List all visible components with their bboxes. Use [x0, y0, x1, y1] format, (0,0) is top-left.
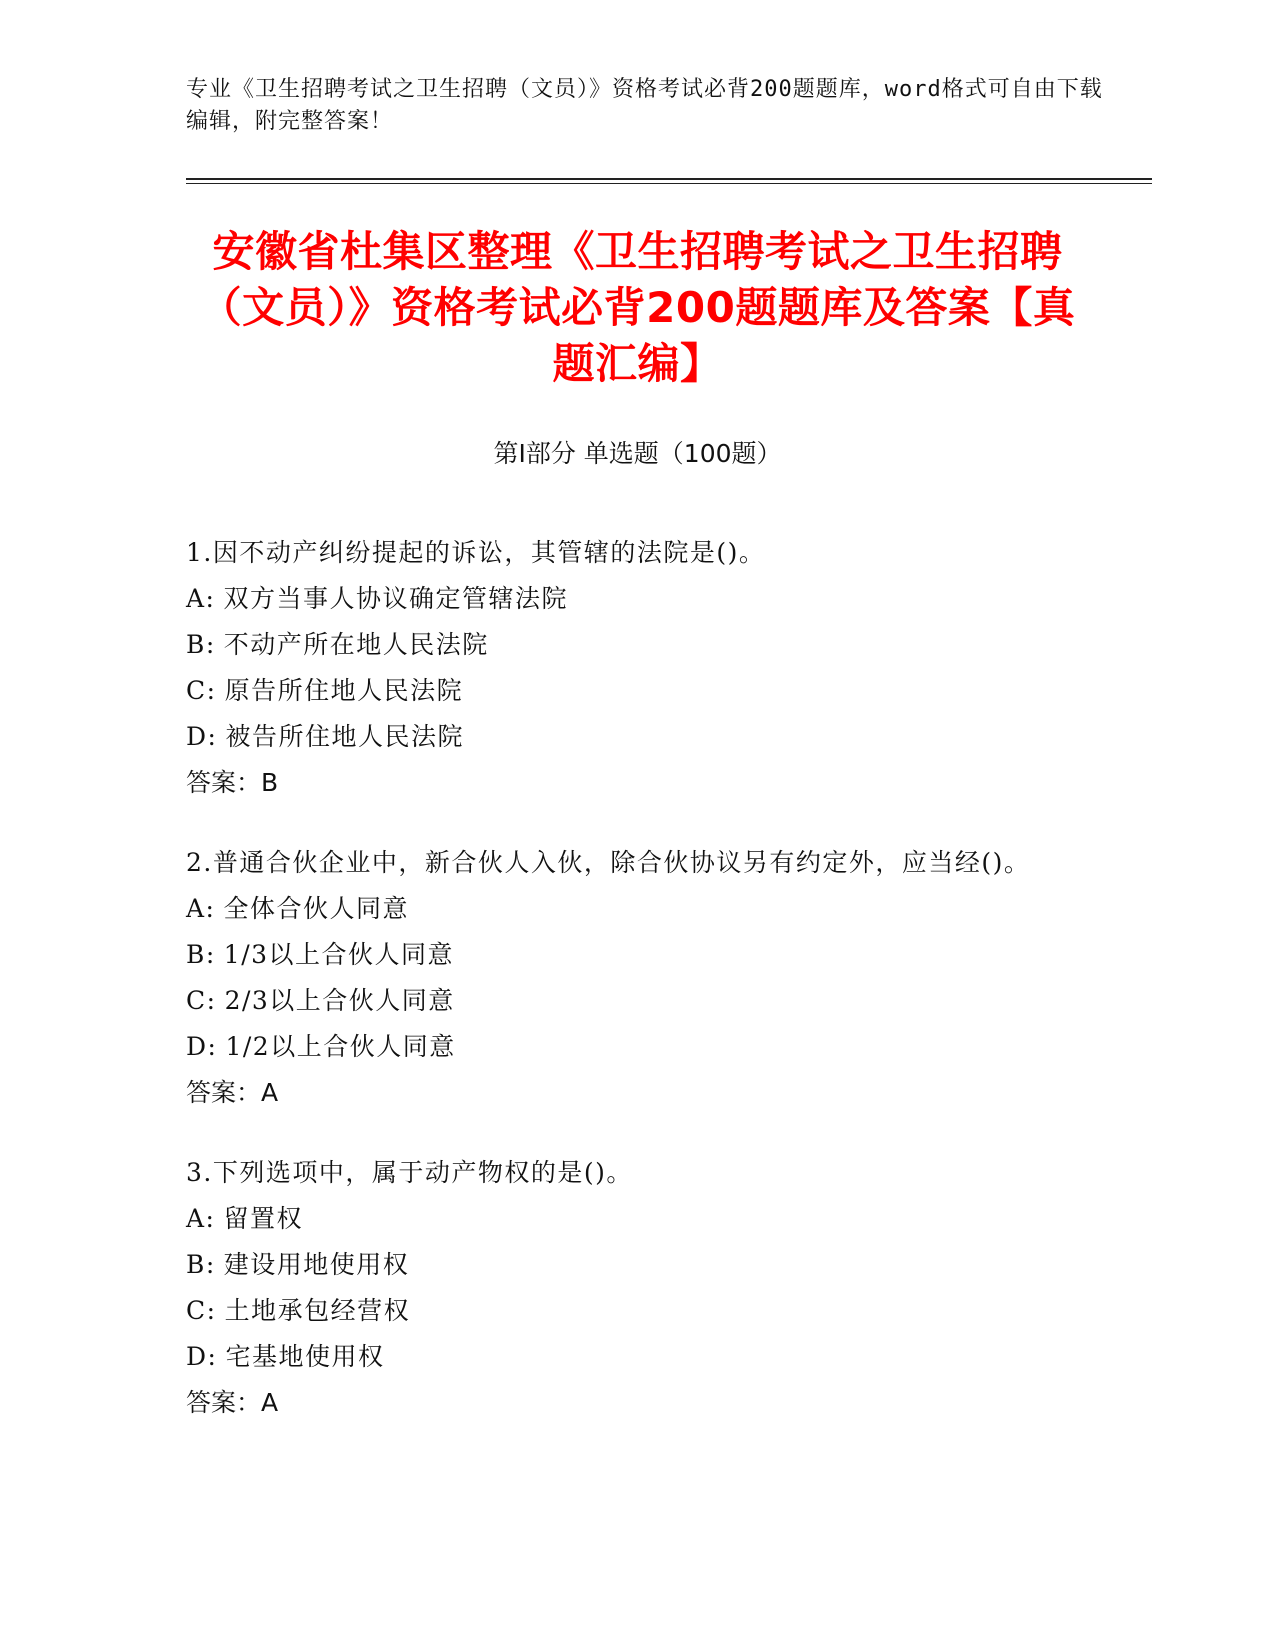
question-item	[186, 1150, 1066, 1426]
header-note: 专业《卫生招聘考试之卫生招聘（文员）》资格考试必背200题题库，word格式可自由下载编辑，附完整答案！	[186, 77, 1103, 134]
option-b: B: 1/3以上合伙人同意	[186, 940, 455, 969]
option-d: D: 被告所住地人民法院	[186, 722, 464, 751]
option-d: D: 1/2以上合伙人同意	[186, 1032, 456, 1061]
answer-line: 答案：B	[186, 768, 279, 797]
header-divider-top	[186, 178, 1152, 180]
option-b: B: 建设用地使用权	[186, 1250, 410, 1279]
option-c: C: 2/3以上合伙人同意	[186, 986, 455, 1015]
option-b: B: 不动产所在地人民法院	[186, 630, 489, 659]
option-a: A: 留置权	[186, 1204, 303, 1233]
question-list	[186, 530, 1066, 1460]
document-title: 安徽省杜集区整理《卫生招聘考试之卫生招聘（文员）》资格考试必背200题题库及答案【真题汇编】	[199, 227, 1076, 388]
section-title: 第Ⅰ部分 单选题（100题）	[493, 439, 782, 468]
question-item	[186, 840, 1066, 1116]
answer-line: 答案：A	[186, 1078, 279, 1107]
header-divider-bottom	[186, 183, 1152, 184]
question-item	[186, 530, 1066, 806]
option-c: C: 土地承包经营权	[186, 1296, 411, 1325]
option-c: C: 原告所住地人民法院	[186, 676, 464, 705]
question-stem: 3.下列选项中，属于动产物权的是()。	[186, 1158, 633, 1187]
option-d: D: 宅基地使用权	[186, 1342, 385, 1371]
option-a: A: 全体合伙人同意	[186, 894, 409, 923]
option-a: A: 双方当事人协议确定管辖法院	[186, 584, 568, 613]
question-stem: 1.因不动产纠纷提起的诉讼，其管辖的法院是()。	[186, 538, 766, 567]
question-stem: 2.普通合伙企业中，新合伙人入伙，除合伙协议另有约定外，应当经()。	[186, 848, 1031, 877]
answer-line: 答案：A	[186, 1388, 279, 1417]
